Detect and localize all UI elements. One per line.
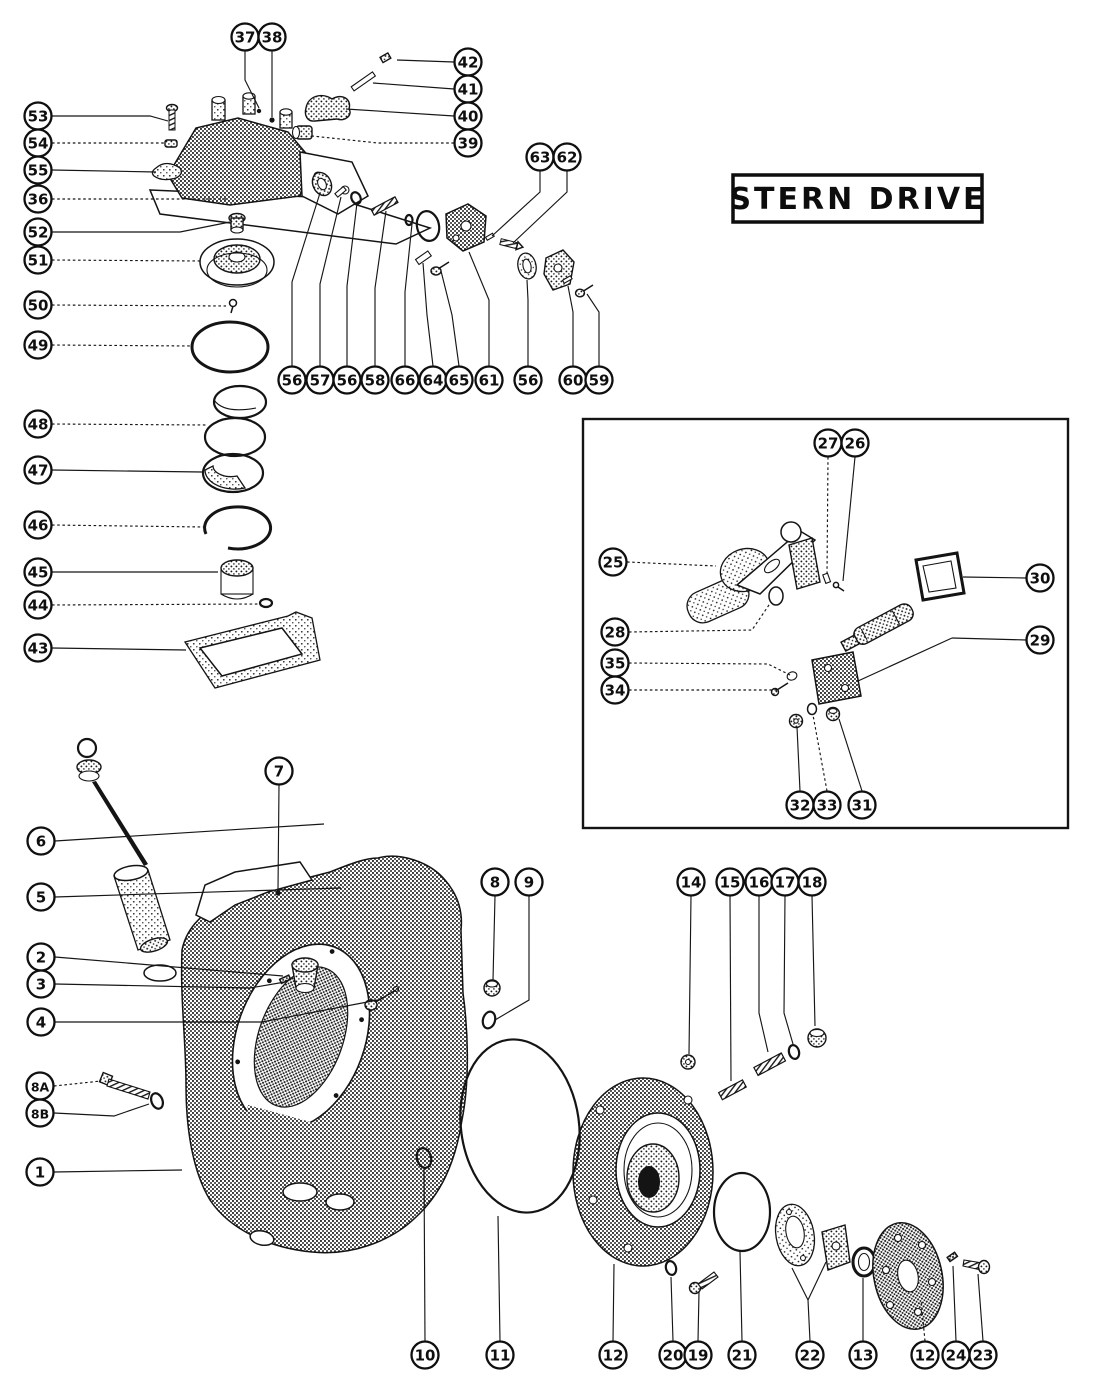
part-callout-66 xyxy=(392,367,419,394)
leader-line-65 xyxy=(441,271,459,366)
leader-line-63 xyxy=(492,171,540,236)
leader-line-29 xyxy=(952,638,1026,640)
callout-number: 10 xyxy=(414,1346,436,1365)
callout-number: 62 xyxy=(556,148,578,167)
leader-line-35 xyxy=(629,663,790,675)
part-callout-6 xyxy=(28,828,55,855)
cover-plate-29-drawing xyxy=(812,652,861,704)
shift-shaft-29-drawing xyxy=(839,601,916,654)
leader-line-26 xyxy=(843,457,855,581)
part-callout-62 xyxy=(554,144,581,171)
callout-number: 45 xyxy=(27,563,49,582)
housing-body xyxy=(168,118,310,205)
part-callout-26 xyxy=(842,430,869,457)
leader-line-6 xyxy=(55,824,324,841)
leader-line-14 xyxy=(689,896,691,1054)
part-callout-37 xyxy=(232,24,259,51)
screw-53-drawing xyxy=(167,105,178,131)
leader-line-56 xyxy=(527,280,528,366)
part-callout-53 xyxy=(25,103,52,130)
gasket-43-drawing xyxy=(185,612,320,688)
part-callout-40 xyxy=(455,103,482,130)
callout-number: 22 xyxy=(799,1346,821,1365)
part-callout-54 xyxy=(25,130,52,157)
leader-line-49 xyxy=(52,345,192,346)
leader-line-16 xyxy=(759,896,768,1052)
callout-number: 58 xyxy=(364,371,386,390)
callout-number: 23 xyxy=(972,1346,994,1365)
pin-24-drawing xyxy=(947,1252,957,1261)
part-callout-34 xyxy=(602,677,629,704)
gasket-56-drawing xyxy=(515,251,538,280)
washer-8B-drawing xyxy=(149,1092,165,1111)
leader-line-1 xyxy=(54,1170,182,1172)
nut-31-drawing xyxy=(827,708,840,721)
stud-16-drawing xyxy=(754,1053,786,1076)
callout-number: 7 xyxy=(273,762,285,781)
part-callout-56 xyxy=(515,367,542,394)
callout-number: 56 xyxy=(336,371,358,390)
bolt-19-drawing xyxy=(690,1272,719,1294)
callout-number: 65 xyxy=(448,371,470,390)
part-callout-24 xyxy=(943,1342,970,1369)
link-rod-41-drawing xyxy=(351,72,375,91)
callout-number: 16 xyxy=(748,873,770,892)
callout-number: 25 xyxy=(602,553,624,572)
seal-35-drawing xyxy=(786,671,798,682)
callout-number: 56 xyxy=(281,371,303,390)
part-callout-25 xyxy=(600,549,627,576)
part-callout-60 xyxy=(560,367,587,394)
pin-37-drawing xyxy=(257,109,261,113)
housing-flange-hole xyxy=(283,1183,317,1201)
callout-number: 41 xyxy=(457,80,479,99)
plug-52-drawing xyxy=(229,214,245,234)
callout-number: 19 xyxy=(687,1346,709,1365)
title-box xyxy=(729,175,986,222)
screw-34-drawing xyxy=(772,683,789,696)
leader-line-11 xyxy=(498,1216,500,1341)
callout-number: 61 xyxy=(478,371,500,390)
part-callout-8A xyxy=(27,1073,54,1100)
screw-59-drawing xyxy=(576,285,594,297)
callout-number: 8B xyxy=(30,1106,50,1122)
vent-hole-7-drawing xyxy=(275,890,280,895)
callout-number: 38 xyxy=(261,28,283,47)
part-callout-19 xyxy=(685,1342,712,1369)
pin-42-drawing xyxy=(380,53,391,63)
callout-number: 21 xyxy=(731,1346,753,1365)
part-callout-56 xyxy=(334,367,361,394)
callout-number: 11 xyxy=(489,1346,511,1365)
spring-pin-58-drawing xyxy=(371,197,398,215)
leader-line-17 xyxy=(784,896,793,1044)
part-callout-55 xyxy=(25,157,52,184)
part-callout-28 xyxy=(602,619,629,646)
callout-number: 66 xyxy=(394,371,416,390)
part-callout-31 xyxy=(849,792,876,819)
callout-number: 12 xyxy=(602,1346,624,1365)
part-callout-1 xyxy=(27,1159,54,1186)
part-callout-47 xyxy=(25,457,52,484)
bell-housing-cover-12-drawing xyxy=(573,1078,713,1266)
callout-number: 36 xyxy=(27,190,49,209)
callout-number: 32 xyxy=(789,796,811,815)
leader-line-61 xyxy=(469,252,489,366)
leader-line-47 xyxy=(52,470,202,472)
leader-line-19 xyxy=(698,1292,699,1341)
plug-2-drawing xyxy=(292,958,318,993)
callout-number: 5 xyxy=(35,888,47,907)
leader-line-20 xyxy=(671,1277,673,1341)
washer-33-drawing xyxy=(808,704,817,715)
nut-32-drawing xyxy=(790,715,803,728)
callout-number: 28 xyxy=(604,623,626,642)
leader-line-44 xyxy=(52,604,258,605)
callout-number: 60 xyxy=(562,371,584,390)
screw-50-drawing xyxy=(230,300,237,314)
leader-line-42 xyxy=(397,60,454,62)
leader-line-39 xyxy=(312,136,454,143)
leader-line-27 xyxy=(827,457,828,574)
part-callout-23 xyxy=(970,1342,997,1369)
leader-line-60 xyxy=(568,286,573,366)
o-ring-11-drawing xyxy=(449,1032,590,1221)
dipstick-6-drawing xyxy=(77,739,148,866)
part-callout-65 xyxy=(446,367,473,394)
shift-plate-22-drawing xyxy=(771,1201,850,1270)
part-callout-46 xyxy=(25,512,52,539)
part-callout-61 xyxy=(476,367,503,394)
screw-65-drawing xyxy=(431,262,449,275)
callout-number: 48 xyxy=(27,415,49,434)
leader-line-59 xyxy=(587,294,599,366)
gimbal-housing-1-drawing xyxy=(144,856,467,1252)
part-callout-2 xyxy=(28,944,55,971)
plug-8-drawing xyxy=(484,980,500,996)
screw-26-drawing xyxy=(833,582,844,591)
part-callout-48 xyxy=(25,411,52,438)
o-ring-21-drawing xyxy=(714,1173,770,1251)
retaining-ring-46-drawing xyxy=(205,507,271,549)
part-callout-36 xyxy=(25,186,52,213)
leader-line-53 xyxy=(52,116,168,121)
callout-number: 12 xyxy=(914,1346,936,1365)
callout-number: 51 xyxy=(27,251,49,270)
callout-number: 27 xyxy=(817,434,839,453)
leader-line-41 xyxy=(373,83,454,89)
callout-number: 29 xyxy=(1029,631,1051,650)
seal-ring-47-drawing xyxy=(203,454,263,492)
callout-number: 3 xyxy=(35,975,47,994)
leader-line-32 xyxy=(797,727,800,791)
leader-line-25 xyxy=(627,562,716,566)
callout-number: 50 xyxy=(27,296,49,315)
part-callout-12 xyxy=(600,1342,627,1369)
housing-boss xyxy=(144,965,176,981)
callout-number: 40 xyxy=(457,107,479,126)
shift-valve-body-drawing xyxy=(446,204,486,251)
leader-line-22 xyxy=(792,1268,810,1341)
screw-23-drawing xyxy=(963,1260,990,1274)
part-callout-41 xyxy=(455,76,482,103)
sleeve-39-drawing xyxy=(293,126,313,139)
part-callout-32 xyxy=(787,792,814,819)
part-callout-42 xyxy=(455,49,482,76)
part-callout-7 xyxy=(266,758,293,785)
leader-line-9 xyxy=(495,896,529,1020)
leader-line-46 xyxy=(52,525,204,527)
cup-45-drawing xyxy=(221,560,253,599)
leader-line-52 xyxy=(52,222,230,232)
part-callout-4 xyxy=(28,1009,55,1036)
washer-9-drawing xyxy=(481,1010,497,1030)
callout-number: 31 xyxy=(851,796,873,815)
callout-number: 4 xyxy=(35,1013,47,1032)
callout-number: 37 xyxy=(234,28,256,47)
ball-38-drawing xyxy=(269,117,274,122)
leader-line-33 xyxy=(813,715,827,791)
leader-line-31 xyxy=(839,719,862,791)
shift-lever-60-drawing xyxy=(544,250,574,290)
part-callout-11 xyxy=(487,1342,514,1369)
leader-line-22 xyxy=(808,1262,826,1300)
callout-number: 24 xyxy=(945,1346,967,1365)
callout-number: 34 xyxy=(604,681,626,700)
leader-line-21 xyxy=(740,1252,742,1341)
leader-line-64 xyxy=(423,263,433,366)
callout-number: 6 xyxy=(35,832,47,851)
clip-55-drawing xyxy=(152,164,181,180)
leader-line-8B xyxy=(54,1104,149,1116)
callout-number: 54 xyxy=(27,134,49,153)
callout-number: 64 xyxy=(422,371,444,390)
part-callout-35 xyxy=(602,650,629,677)
callout-number: 13 xyxy=(852,1346,874,1365)
part-callout-14 xyxy=(678,869,705,896)
leader-line-66 xyxy=(405,224,412,366)
part-callout-15 xyxy=(717,869,744,896)
part-callout-13 xyxy=(850,1342,877,1369)
leader-line-18 xyxy=(812,896,815,1026)
callouts-layer xyxy=(25,24,1054,1369)
inset-box xyxy=(583,419,1068,828)
callout-number: 17 xyxy=(774,873,796,892)
callout-number: 18 xyxy=(801,873,823,892)
driveshaft-plate-12-drawing xyxy=(864,1216,953,1336)
callout-number: 44 xyxy=(27,596,49,615)
part-callout-21 xyxy=(729,1342,756,1369)
callout-number: 59 xyxy=(588,371,610,390)
part-callout-27 xyxy=(815,430,842,457)
leader-line-50 xyxy=(52,305,226,306)
pin-63-drawing xyxy=(486,233,495,240)
part-callout-18 xyxy=(799,869,826,896)
leader-line-40 xyxy=(346,109,454,116)
part-callout-57 xyxy=(307,367,334,394)
callout-number: 33 xyxy=(816,796,838,815)
screw-62-drawing xyxy=(500,238,524,251)
callout-number: 46 xyxy=(27,516,49,535)
callout-number: 49 xyxy=(27,336,49,355)
callout-number: 8A xyxy=(30,1079,50,1095)
part-callout-5 xyxy=(28,884,55,911)
part-callout-59 xyxy=(586,367,613,394)
callout-number: 2 xyxy=(35,948,47,967)
callout-number: 43 xyxy=(27,639,49,658)
roll-pin-64-drawing xyxy=(416,251,432,265)
nut-18-drawing xyxy=(808,1029,826,1047)
leader-line-8 xyxy=(493,896,495,980)
part-callout-39 xyxy=(455,130,482,157)
part-callout-12 xyxy=(912,1342,939,1369)
part-callout-63 xyxy=(527,144,554,171)
seal-13-drawing xyxy=(853,1248,875,1276)
part-callout-38 xyxy=(259,24,286,51)
part-drawings-layer xyxy=(77,53,1068,1336)
nut-54-drawing xyxy=(165,140,177,147)
callout-number: 42 xyxy=(457,53,479,72)
shift-lever-assembly-25-drawing xyxy=(682,522,820,628)
part-callout-16 xyxy=(746,869,773,896)
part-callout-64 xyxy=(420,367,447,394)
leader-line-30 xyxy=(963,577,1026,578)
leader-line-23 xyxy=(978,1274,983,1341)
part-callout-20 xyxy=(660,1342,687,1369)
leader-line-15 xyxy=(730,896,731,1081)
page-title: STERN DRIVE xyxy=(729,182,987,217)
leader-line-51 xyxy=(52,260,200,261)
part-callout-56 xyxy=(279,367,306,394)
part-callout-8B xyxy=(27,1100,54,1127)
o-ring-44-drawing xyxy=(260,599,272,607)
housing-flange-hole xyxy=(326,1194,354,1210)
part-callout-33 xyxy=(814,792,841,819)
inset-box-frame xyxy=(583,419,1068,828)
callout-number: 55 xyxy=(27,161,49,180)
o-ring-49-drawing xyxy=(192,322,268,372)
callout-number: 56 xyxy=(517,371,539,390)
callout-number: 1 xyxy=(34,1163,46,1182)
callout-number: 53 xyxy=(27,107,49,126)
callout-number: 63 xyxy=(529,148,551,167)
part-callout-17 xyxy=(772,869,799,896)
elbow-connector-40-drawing xyxy=(305,96,350,122)
nut-14-drawing xyxy=(681,1055,695,1069)
part-callout-51 xyxy=(25,247,52,274)
round-cover-51-drawing xyxy=(200,239,274,287)
part-callout-9 xyxy=(516,869,543,896)
leader-line-24 xyxy=(953,1266,956,1341)
callout-number: 14 xyxy=(680,873,702,892)
leader-line-43 xyxy=(52,648,186,650)
leader-line-12 xyxy=(613,1264,614,1341)
leader-line-29 xyxy=(858,638,952,681)
part-callout-10 xyxy=(412,1342,439,1369)
part-callout-45 xyxy=(25,559,52,586)
part-callout-49 xyxy=(25,332,52,359)
part-callout-29 xyxy=(1027,627,1054,654)
part-callout-8 xyxy=(482,869,509,896)
part-callout-50 xyxy=(25,292,52,319)
callout-number: 39 xyxy=(457,134,479,153)
leader-line-8A xyxy=(54,1081,101,1086)
callout-number: 35 xyxy=(604,654,626,673)
part-callout-30 xyxy=(1027,565,1054,592)
part-callout-3 xyxy=(28,971,55,998)
callout-number: 52 xyxy=(27,223,49,242)
stud-15-drawing xyxy=(719,1080,747,1100)
callout-number: 47 xyxy=(27,461,49,480)
gasket-30-drawing xyxy=(916,553,964,600)
callout-number: 57 xyxy=(309,371,331,390)
shift-housing-assembly-drawing xyxy=(150,93,430,244)
callout-number: 30 xyxy=(1029,569,1051,588)
o-ring-20-drawing xyxy=(664,1260,677,1276)
part-callout-58 xyxy=(362,367,389,394)
dipstick-tube-5-drawing xyxy=(113,863,170,955)
part-callout-43 xyxy=(25,635,52,662)
part-callout-22 xyxy=(797,1342,824,1369)
leader-line-55 xyxy=(52,170,156,172)
pin-27-drawing xyxy=(823,573,831,583)
callout-number: 8 xyxy=(489,873,501,892)
leader-line-48 xyxy=(52,424,206,425)
part-callout-52 xyxy=(25,219,52,246)
callout-number: 9 xyxy=(523,873,535,892)
washer-17-drawing xyxy=(787,1044,800,1060)
callout-number: 15 xyxy=(719,873,741,892)
part-callout-44 xyxy=(25,592,52,619)
bolt-8A-drawing xyxy=(99,1072,150,1099)
callout-number: 26 xyxy=(844,434,866,453)
seal-rings-48-drawing xyxy=(205,386,266,456)
callout-number: 20 xyxy=(662,1346,684,1365)
